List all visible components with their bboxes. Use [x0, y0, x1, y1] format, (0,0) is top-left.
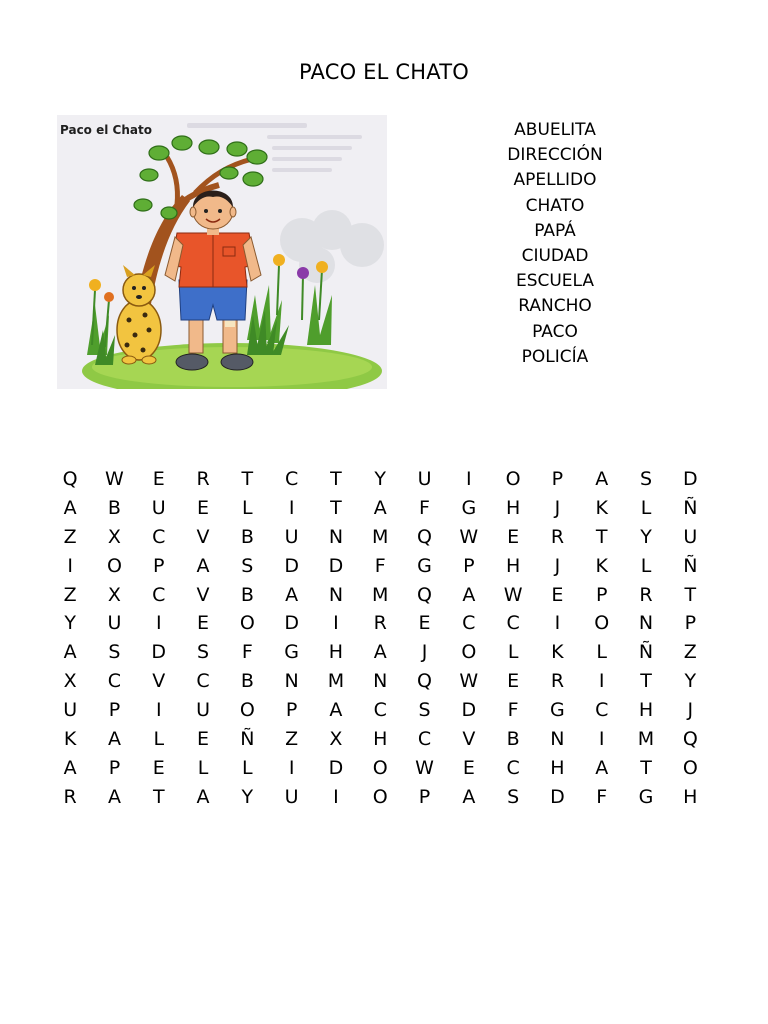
- grid-cell[interactable]: Y: [374, 468, 387, 490]
- grid-cell[interactable]: C: [417, 728, 432, 751]
- grid-cell[interactable]: P: [285, 699, 298, 722]
- grid-cell[interactable]: U: [417, 468, 432, 490]
- grid-cell[interactable]: D: [328, 554, 344, 577]
- grid-cell[interactable]: J: [554, 554, 561, 577]
- grid-cell[interactable]: S: [507, 785, 520, 808]
- grid-cell[interactable]: J: [554, 496, 561, 519]
- grid-cell[interactable]: W: [503, 583, 523, 606]
- grid-cell[interactable]: U: [683, 525, 698, 548]
- grid-cell[interactable]: C: [152, 583, 166, 606]
- grid-cell[interactable]: E: [152, 756, 165, 779]
- grid-row: [48, 609, 728, 638]
- grid-cell[interactable]: D: [151, 641, 167, 664]
- grid-cell[interactable]: M: [327, 670, 345, 693]
- grid-cell[interactable]: P: [153, 554, 165, 577]
- grid-cell[interactable]: K: [551, 641, 564, 664]
- grid-cell[interactable]: Y: [241, 785, 254, 808]
- grid-cell[interactable]: N: [328, 525, 344, 548]
- grid-cell[interactable]: Z: [285, 728, 299, 751]
- grid-cell[interactable]: E: [507, 670, 520, 693]
- grid-cell[interactable]: R: [196, 468, 210, 490]
- grid-cell[interactable]: W: [415, 756, 434, 779]
- grid-cell[interactable]: I: [598, 670, 605, 693]
- grid-cell[interactable]: T: [152, 785, 165, 808]
- grid-cell[interactable]: R: [373, 612, 387, 635]
- grid-cell[interactable]: G: [550, 699, 565, 722]
- grid-cell[interactable]: K: [595, 496, 608, 519]
- grid-cell[interactable]: U: [151, 496, 166, 519]
- grid-cell[interactable]: A: [373, 641, 387, 664]
- grid-cell[interactable]: Q: [417, 583, 432, 606]
- grid-cell[interactable]: I: [333, 612, 339, 635]
- grid-cell[interactable]: X: [107, 583, 121, 606]
- grid-cell[interactable]: L: [242, 496, 253, 519]
- word-list-item: ABUELITA: [514, 120, 596, 140]
- grid-cell[interactable]: T: [684, 583, 697, 606]
- grid-cell[interactable]: O: [594, 612, 610, 635]
- grid-cell[interactable]: O: [372, 785, 388, 808]
- word-search-grid: [48, 465, 728, 812]
- grid-cell[interactable]: Z: [63, 583, 77, 606]
- grid-cell[interactable]: B: [506, 728, 520, 751]
- grid-cell[interactable]: P: [108, 756, 121, 779]
- grid-cell[interactable]: S: [197, 641, 210, 664]
- word-list-item: CIUDAD: [521, 245, 589, 266]
- grid-cell[interactable]: V: [462, 728, 476, 751]
- grid-cell[interactable]: U: [284, 525, 299, 548]
- grid-cell[interactable]: A: [462, 583, 476, 606]
- grid-cell[interactable]: L: [153, 728, 165, 751]
- grid-row: [48, 638, 728, 667]
- grid-cell[interactable]: E: [462, 756, 475, 779]
- grid-cell[interactable]: O: [505, 468, 521, 490]
- grid-cell[interactable]: A: [285, 583, 299, 606]
- grid-cell[interactable]: M: [372, 583, 389, 606]
- grid-cell[interactable]: D: [682, 468, 698, 490]
- grid-cell[interactable]: B: [240, 670, 254, 693]
- boy-dog-tree-illustration: [57, 115, 387, 389]
- grid-cell[interactable]: I: [598, 728, 605, 751]
- grid-cell[interactable]: B: [107, 496, 121, 519]
- grid-cell[interactable]: L: [640, 496, 652, 519]
- grid-cell[interactable]: W: [459, 670, 479, 693]
- grid-row: [48, 494, 728, 523]
- grid-row: [48, 523, 728, 552]
- grid-cell[interactable]: M: [372, 525, 389, 548]
- grid-cell[interactable]: H: [328, 641, 344, 664]
- grid-cell[interactable]: C: [462, 612, 476, 635]
- grid-cell[interactable]: P: [463, 554, 475, 577]
- grid-cell[interactable]: H: [638, 699, 654, 722]
- grid-cell[interactable]: I: [155, 699, 162, 722]
- word-list: [455, 118, 655, 370]
- grid-row: [48, 696, 728, 725]
- grid-cell[interactable]: B: [240, 583, 254, 606]
- grid-cell[interactable]: H: [505, 496, 521, 519]
- word-list-item: POLICÍA: [521, 346, 589, 367]
- grid-cell[interactable]: H: [373, 728, 388, 751]
- grid-row: [48, 725, 728, 754]
- grid-cell[interactable]: E: [152, 468, 165, 490]
- grid-cell[interactable]: E: [197, 612, 210, 635]
- grid-cell[interactable]: T: [595, 525, 608, 548]
- grid-cell[interactable]: N: [373, 670, 388, 693]
- grid-cell[interactable]: Ñ: [683, 554, 698, 577]
- grid-cell[interactable]: V: [152, 670, 166, 693]
- grid-cell[interactable]: L: [507, 641, 519, 664]
- grid-cell[interactable]: C: [595, 699, 609, 722]
- word-list-item: CHATO: [525, 195, 585, 216]
- grid-cell[interactable]: A: [196, 785, 210, 808]
- grid-cell[interactable]: W: [459, 525, 479, 548]
- grid-cell[interactable]: T: [330, 496, 342, 519]
- word-list-item: APELLIDO: [513, 170, 597, 191]
- word-list-item: PACO: [532, 321, 578, 342]
- grid-cell[interactable]: P: [108, 699, 121, 722]
- grid-cell[interactable]: A: [462, 785, 476, 808]
- grid-cell[interactable]: C: [196, 670, 210, 693]
- grid-cell[interactable]: Q: [417, 670, 432, 693]
- grid-cell[interactable]: U: [63, 699, 78, 722]
- grid-cell[interactable]: G: [638, 785, 654, 808]
- word-list-item: ESCUELA: [515, 271, 595, 292]
- word-list-item: RANCHO: [518, 296, 592, 317]
- grid-cell[interactable]: C: [107, 670, 122, 693]
- grid-cell[interactable]: Y: [640, 525, 652, 548]
- grid-cell[interactable]: P: [418, 785, 431, 808]
- grid-cell[interactable]: S: [418, 699, 431, 722]
- grid-cell[interactable]: K: [63, 728, 77, 751]
- word-list-item: PAPÁ: [534, 220, 576, 241]
- grid-cell[interactable]: D: [461, 699, 477, 722]
- grid-cell[interactable]: Q: [682, 728, 698, 751]
- grid-cell[interactable]: P: [551, 468, 564, 490]
- grid-cell[interactable]: R: [550, 670, 565, 693]
- grid-cell[interactable]: H: [505, 554, 521, 577]
- grid-cell[interactable]: U: [196, 699, 210, 722]
- grid-cell[interactable]: J: [687, 699, 694, 722]
- grid-cell[interactable]: X: [63, 670, 77, 693]
- grid-cell[interactable]: E: [551, 583, 564, 606]
- grid-cell[interactable]: R: [550, 525, 565, 548]
- grid-cell[interactable]: A: [196, 554, 210, 577]
- grid-cell[interactable]: F: [419, 496, 430, 519]
- grid-cell[interactable]: X: [329, 728, 343, 751]
- grid-cell[interactable]: N: [284, 670, 299, 693]
- grid-cell[interactable]: X: [107, 525, 121, 548]
- grid-cell[interactable]: T: [241, 468, 254, 490]
- grid-cell[interactable]: Q: [417, 525, 432, 548]
- grid-row: [48, 667, 728, 696]
- grid-cell[interactable]: A: [63, 756, 77, 779]
- grid-cell[interactable]: D: [284, 612, 299, 635]
- grid-cell[interactable]: L: [242, 756, 253, 779]
- grid-cell[interactable]: Y: [64, 612, 76, 635]
- grid-cell[interactable]: E: [507, 525, 520, 548]
- grid-row: [48, 465, 728, 494]
- grid-cell[interactable]: C: [506, 612, 520, 635]
- illustration-caption: Paco el Chato: [60, 123, 152, 137]
- grid-cell[interactable]: Ñ: [683, 496, 698, 519]
- grid-cell[interactable]: K: [595, 554, 608, 577]
- grid-row: [48, 581, 728, 610]
- grid-cell[interactable]: L: [640, 554, 652, 577]
- grid-cell[interactable]: V: [196, 525, 210, 548]
- grid-cell[interactable]: O: [239, 612, 255, 635]
- grid-cell[interactable]: T: [330, 468, 342, 490]
- grid-cell[interactable]: G: [417, 554, 432, 577]
- grid-cell[interactable]: I: [67, 554, 73, 577]
- grid-cell[interactable]: E: [197, 728, 210, 751]
- grid-cell[interactable]: V: [196, 583, 210, 606]
- grid-cell[interactable]: R: [63, 785, 77, 808]
- grid-cell[interactable]: D: [284, 554, 299, 577]
- grid-cell[interactable]: C: [152, 525, 166, 548]
- grid-cell[interactable]: N: [550, 728, 565, 751]
- grid-cell[interactable]: Q: [62, 468, 78, 490]
- grid-cell[interactable]: E: [197, 496, 210, 519]
- grid-cell[interactable]: O: [106, 554, 122, 577]
- grid-cell[interactable]: P: [595, 583, 608, 606]
- grid-cell[interactable]: I: [288, 496, 295, 519]
- grid-cell[interactable]: O: [372, 756, 388, 779]
- grid-cell[interactable]: A: [329, 699, 343, 722]
- grid-cell[interactable]: C: [506, 756, 520, 779]
- grid-cell[interactable]: A: [373, 496, 387, 519]
- grid-cell[interactable]: C: [373, 699, 387, 722]
- grid-cell[interactable]: T: [640, 670, 652, 693]
- grid-cell[interactable]: A: [63, 496, 77, 519]
- grid-cell[interactable]: N: [328, 583, 344, 606]
- grid-cell[interactable]: F: [241, 641, 253, 664]
- grid-cell[interactable]: H: [683, 785, 698, 808]
- grid-cell[interactable]: W: [105, 468, 124, 490]
- grid-row: [48, 754, 728, 783]
- grid-cell[interactable]: I: [554, 612, 561, 635]
- grid-cell[interactable]: L: [596, 641, 607, 664]
- grid-cell[interactable]: O: [461, 641, 477, 664]
- word-list-item: DIRECCIÓN: [507, 145, 603, 166]
- grid-cell[interactable]: O: [682, 756, 698, 779]
- grid-cell[interactable]: I: [466, 468, 472, 490]
- grid-cell[interactable]: O: [239, 699, 255, 722]
- grid-cell[interactable]: C: [284, 468, 299, 490]
- grid-cell[interactable]: G: [284, 641, 299, 664]
- grid-cell[interactable]: F: [596, 785, 608, 808]
- grid-cell[interactable]: R: [639, 583, 653, 606]
- grid-cell[interactable]: F: [507, 699, 519, 722]
- grid-cell[interactable]: F: [374, 554, 386, 577]
- grid-cell[interactable]: N: [638, 612, 654, 635]
- grid-cell[interactable]: I: [288, 756, 295, 779]
- grid-cell[interactable]: Ñ: [638, 641, 654, 664]
- grid-cell[interactable]: Y: [684, 670, 697, 693]
- grid-row: [48, 783, 728, 812]
- page-title: PACO EL CHATO: [299, 60, 469, 84]
- grid-cell[interactable]: L: [197, 756, 209, 779]
- grid-cell[interactable]: S: [241, 554, 254, 577]
- grid-cell[interactable]: T: [640, 756, 652, 779]
- grid-cell[interactable]: I: [333, 785, 339, 808]
- paco-illustration: [57, 115, 387, 389]
- grid-cell[interactable]: A: [63, 641, 77, 664]
- grid-cell[interactable]: A: [595, 468, 609, 490]
- grid-cell[interactable]: Z: [683, 641, 697, 664]
- grid-cell[interactable]: M: [637, 728, 655, 751]
- grid-cell[interactable]: Z: [63, 525, 77, 548]
- grid-cell[interactable]: J: [421, 641, 428, 664]
- grid-cell[interactable]: A: [107, 728, 121, 751]
- grid-cell[interactable]: S: [108, 641, 121, 664]
- grid-cell[interactable]: H: [550, 756, 565, 779]
- grid-cell[interactable]: A: [107, 785, 121, 808]
- grid-cell[interactable]: G: [461, 496, 477, 519]
- grid-cell[interactable]: S: [639, 468, 653, 490]
- grid-cell[interactable]: D: [328, 756, 344, 779]
- grid-cell[interactable]: E: [418, 612, 431, 635]
- grid-cell[interactable]: B: [240, 525, 254, 548]
- grid-cell[interactable]: D: [550, 785, 565, 808]
- grid-cell[interactable]: U: [284, 785, 299, 808]
- grid-cell[interactable]: I: [155, 612, 162, 635]
- grid-cell[interactable]: U: [107, 612, 122, 635]
- grid-row: [48, 552, 728, 581]
- grid-cell[interactable]: A: [595, 756, 609, 779]
- grid-cell[interactable]: P: [684, 612, 697, 635]
- grid-cell[interactable]: Ñ: [240, 728, 255, 751]
